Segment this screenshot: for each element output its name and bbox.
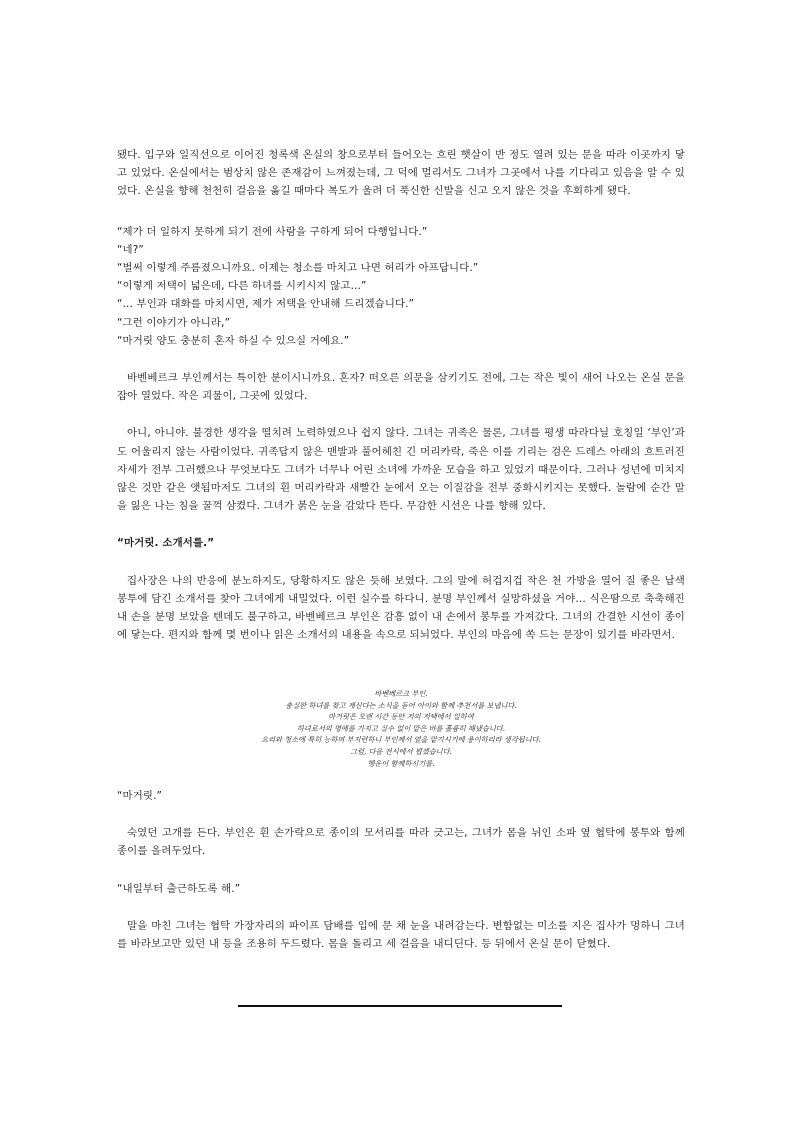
section-divider xyxy=(238,1005,562,1007)
story-text xyxy=(117,146,685,644)
dialogue-line: “이렇게 저택이 넓은데, 다른 하녀를 시키시지 않고…” xyxy=(117,280,367,293)
dialogue-line: “벌써 이렇게 주름졌으니까요. 이제는 청소를 마치고 나면 허리가 아프답니다.” xyxy=(117,262,479,275)
dialogue-line: “그런 이야기가 아니라,” xyxy=(117,316,231,329)
letter-line: 바벤베르크 부인. xyxy=(374,689,428,698)
quote-line: “마거릿. 소개서를.” xyxy=(117,537,215,550)
letter-line: 하녀로서의 명예를 가지고 실수 없이 맡은 바를 훌륭히 해냈습니다. xyxy=(296,723,506,733)
paragraph: 숙였던 고개를 든다. 부인은 흰 손가락으로 종이의 모서리를 따라 긋고는, 그녀가 몸을 뉘인 소파 옆 협탁에 봉투와 함께 종이를 올려두었다. xyxy=(117,827,685,858)
dialogue-line: “마거릿 양도 충분히 혼자 하실 수 있으실 거예요.” xyxy=(117,334,350,347)
quote-line: “내일부터 출근하도록 해.” xyxy=(117,882,241,895)
paragraph: 바벤베르크 부인께서는 특이한 분이시니까요. 혼자? 떠오른 의문을 삼키기도 전에, 그는 작은 빛이 새어 나오는 온실 문을 잡아 열었다. 작은 괴물이, 그곳에 있었다. xyxy=(117,372,685,403)
dialogue-line: “네?” xyxy=(117,243,144,256)
story-text-continued xyxy=(117,787,685,953)
letter-line: 행운이 함께하시기를. xyxy=(367,758,435,768)
letter-line: 충실한 하녀를 찾고 계신다는 소식을 듣어 아이와 함께 추천서를 보냅니다. xyxy=(285,700,517,710)
paragraph: 집사장은 나의 반응에 분노하지도, 당황하지도 않은 듯해 보였다. 그의 말에 허겁지겁 작은 천 가방을 열어 질 좋은 납색 봉투에 담긴 소개서를 찾아 그녀에게 내밀었다. 이런 실수를 하다니. 분명 부인께서 실망하셨을 거야… 식은땀으로 축축해진 내 손을 분명 보았을 텐데도 불구하고, 바벤베르크 부인은 감흥 없이 내 손에서 봉투를 가져갔다. 그녀의 간결한 시선이 종이에 닿는다. 편지와 함께 몇 번이나 읽은 소개서의 내용을 속으로 되뇌었다. 부인의 마음에 쏙 드는 문장이 있기를 바라면서. xyxy=(117,574,685,642)
paragraph: 말을 마친 그녀는 협탁 가장자리의 파이프 담배를 입에 문 채 눈을 내려감는다. 변함없는 미소를 지은 집사가 멍하니 그녀를 바라보고만 있던 내 등을 조용히 두드렸다. 몸을 돌리고 세 걸음을 내디딘다. 등 뒤에서 온실 문이 닫혔다. xyxy=(117,919,685,951)
letter-line: 그럼, 다음 전시에서 뵙겠습니다. xyxy=(350,746,452,756)
letter-line: 요리와 청소에 특히 능하며 부지런하니 부인께서 옆을 맡기시기에 용이하리라 생각됩니다. xyxy=(261,735,541,745)
dialogue-block xyxy=(117,223,685,350)
quote-line: “마거릿.” xyxy=(117,790,163,802)
paragraph: 아니, 아니야. 불경한 생각을 떨치려 노력하였으나 쉽지 않다. 그녀는 귀족은 물론, 그녀를 평생 따라다닐 호칭일 ‘부인’과도 어울리지 않는 사람이었다. 귀족답지 않은 맨발과 풀어헤친 긴 머리카락, 죽은 이를 기리는 검은 드레스 아래의 흐트러진 자세가 전부 그러했으나 무엇보다도 그녀가 너무나 어린 소녀에 가까운 모습을 하고 있었기 때문이다. 그러나 성년에 미치지 않은 것만 같은 앳됨마저도 그녀의 흰 머리카락과 새빨간 눈에서 오는 이질감을 전부 중화시키지는 못했다. 놀람에 순간 말을 잃은 나는 침을 꿀꺽 삼켰다. 그녀가 붉은 눈을 감았다 뜬다. 무감한 시선은 나를 향해 있다. xyxy=(117,427,685,513)
dialogue-line: “제가 더 일하지 못하게 되기 전에 사람을 구하게 되어 다행입니다.” xyxy=(117,225,428,238)
dialogue-line: “… 부인과 대화를 마치시면, 제가 저택을 안내해 드리겠습니다.” xyxy=(117,298,415,311)
recommendation-letter xyxy=(117,688,685,769)
paragraph-intro: 됐다. 입구와 일직선으로 이어진 청록색 온실의 창으로부터 들어오는 흐린 햇살이 반 정도 열려 있는 문을 따라 이곳까지 닿고 있었다. 온실에서는 범상치 않은 존재감이 느껴졌는데, 그 덕에 멀리서도 그녀가 그곳에서 나를 기다리고 있음을 알 수 있었다. 온실을 향해 천천히 걸음을 옮길 때마다 복도가 울려 더 푹신한 신발을 신고 오지 않은 것을 후회하게 됐다. xyxy=(117,149,685,198)
letter-line: 마거릿은 오랜 시간 동안 저의 저택에서 일하여 xyxy=(328,712,474,722)
